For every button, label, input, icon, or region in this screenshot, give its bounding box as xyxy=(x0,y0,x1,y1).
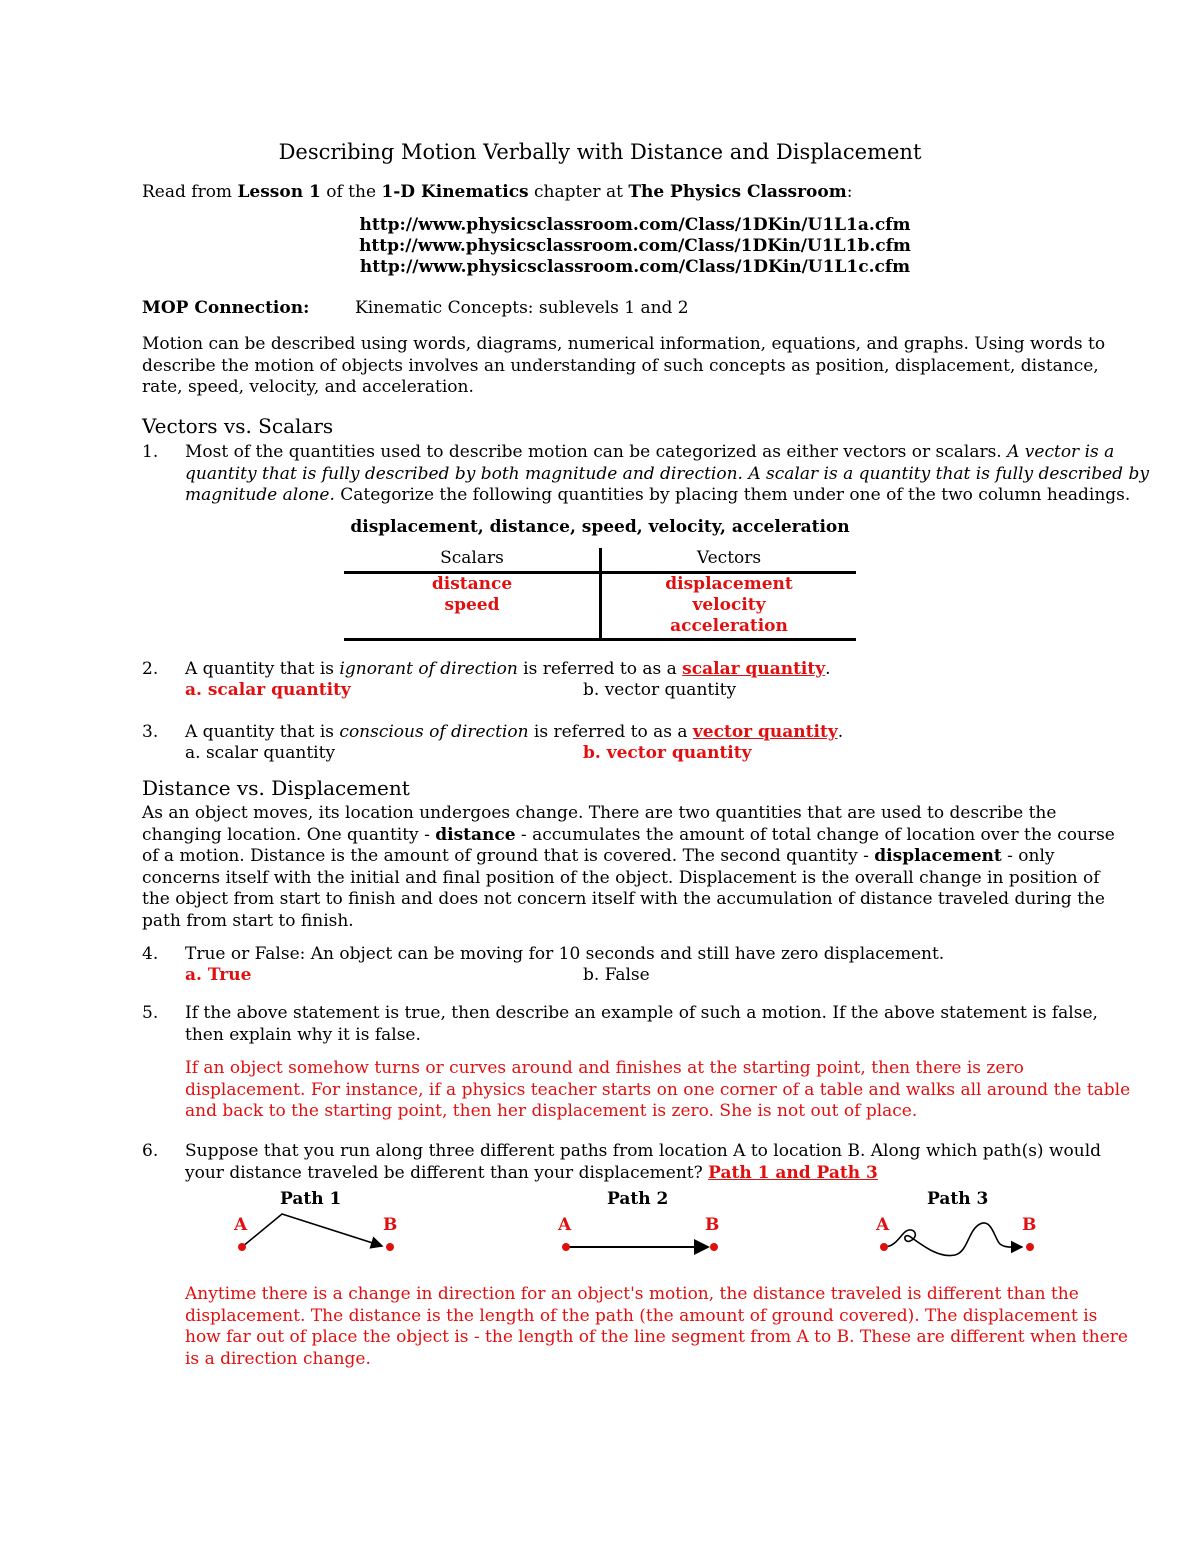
read-text: : xyxy=(846,182,853,202)
q1-text: Most of the quantities used to describe motion can be categorized as either vectors or scalars. xyxy=(185,442,1008,462)
para-line: path from start to finish. xyxy=(142,910,354,931)
url-link[interactable]: http://www.physicsclassroom.com/Class/1DKin/U1L1a.cfm xyxy=(359,215,911,235)
q4-option-b: b. False xyxy=(583,965,650,985)
q3-text: . xyxy=(837,722,844,742)
question-number: 5. xyxy=(142,1003,159,1023)
table-header-scalars: Scalars xyxy=(440,548,504,568)
q3-text: A quantity that is xyxy=(185,722,340,742)
path-2-start-label: A xyxy=(558,1215,572,1235)
url-link[interactable]: http://www.physicsclassroom.com/Class/1DKin/U1L1c.cfm xyxy=(359,257,911,277)
q1-definition: magnitude alone. xyxy=(185,485,335,505)
question-5 xyxy=(185,1003,1098,1046)
q1-definition: A vector is a xyxy=(1007,442,1115,462)
para-text: - accumulates the amount of total change of location over the course xyxy=(515,824,1115,845)
path-3-diagram xyxy=(880,1223,1034,1256)
q6-explanation-line: how far out of place the object is - the length of the line segment from A to B. These are different when there xyxy=(185,1327,1128,1347)
para-line: the object from start to finish and does not concern itself with the accumulation of distance traveled during the xyxy=(142,889,1105,909)
q2-emphasis: ignorant of direction xyxy=(339,659,518,679)
question-number: 4. xyxy=(142,944,159,964)
read-text: chapter at xyxy=(528,182,629,202)
path-3-end-label: B xyxy=(1022,1215,1037,1235)
para-term: displacement xyxy=(874,846,1002,866)
path-2-end-dot xyxy=(710,1243,718,1251)
path-3-label: Path 3 xyxy=(927,1189,989,1209)
q5-answer-line: displacement. For instance, if a physics teacher starts on one corner of a table and walks all around the table xyxy=(185,1079,1131,1100)
q5-line: then explain why it is false. xyxy=(185,1024,421,1045)
read-text: Read from xyxy=(142,182,238,202)
quantity-list: displacement, distance, speed, velocity, acceleration xyxy=(350,517,850,537)
q3-answer: vector quantity xyxy=(692,722,838,742)
question-4: True or False: An object can be moving for 10 seconds and still have zero displacement. xyxy=(185,944,945,964)
section-heading: Vectors vs. Scalars xyxy=(142,414,334,438)
q6-explanation-line: is a direction change. xyxy=(185,1348,371,1369)
path-3-line xyxy=(884,1223,1022,1256)
q2-answer: scalar quantity xyxy=(682,659,826,679)
para-line: As an object moves, its location undergoes change. There are two quantities that are used to describe the xyxy=(142,803,1057,823)
q5-answer xyxy=(185,1058,1130,1123)
q6-line: Suppose that you run along three different paths from location A to location B. Along which path(s) would xyxy=(185,1141,1102,1161)
path-1-diagram xyxy=(238,1214,394,1251)
q5-answer-line: If an object somehow turns or curves around and finishes at the starting point, then there is zero xyxy=(185,1058,1024,1078)
para-term: distance xyxy=(435,824,516,845)
para-text: of a motion. Distance is the amount of ground that is covered. The second quantity - xyxy=(142,846,875,866)
question-6 xyxy=(185,1141,1101,1184)
q2-text: A quantity that is xyxy=(185,659,340,679)
vector-answer: displacement xyxy=(665,574,793,594)
path-2-label: Path 2 xyxy=(607,1189,669,1209)
q6-explanation xyxy=(185,1284,1128,1370)
table-vectors-cell xyxy=(602,574,856,637)
intro-line: Motion can be described using words, diagrams, numerical information, equations, and graphs. Using words to xyxy=(142,334,1106,354)
q2-option-b: b. vector quantity xyxy=(583,680,737,700)
question-2 xyxy=(185,659,831,679)
read-text: of the xyxy=(320,182,382,202)
path-3-start-dot xyxy=(880,1243,888,1251)
q3-option-b: b. vector quantity xyxy=(583,743,752,763)
q6-explanation-line: Anytime there is a change in direction for an object's motion, the distance traveled is different than the xyxy=(185,1284,1079,1304)
path-3-end-dot xyxy=(1026,1243,1034,1251)
path-1-start-label: A xyxy=(234,1215,248,1235)
q5-line: If the above statement is true, then describe an example of such a motion. If the above statement is false, xyxy=(185,1003,1098,1023)
path-1-start-dot xyxy=(238,1243,246,1251)
scalar-answer: distance xyxy=(431,574,513,594)
q3-option-a: a. scalar quantity xyxy=(185,743,336,763)
q3-emphasis: conscious of direction xyxy=(339,722,529,742)
table-bottom-rule xyxy=(344,638,856,641)
chapter-name: 1-D Kinematics xyxy=(381,182,529,202)
q4-option-a: a. True xyxy=(185,965,252,985)
mop-label: MOP Connection: xyxy=(142,298,310,318)
q6-answer: Path 1 and Path 3 xyxy=(708,1162,878,1183)
question-number: 6. xyxy=(142,1141,159,1161)
table-header-vectors: Vectors xyxy=(696,548,762,568)
distance-paragraph xyxy=(142,803,1115,932)
q3-text: is referred to as a xyxy=(528,722,693,742)
mop-value: Kinematic Concepts: sublevels 1 and 2 xyxy=(355,298,689,318)
para-line: concerns itself with the initial and final position of the object. Displacement is the overall change in position of xyxy=(142,867,1100,888)
q2-option-a: a. scalar quantity xyxy=(185,680,351,700)
q6-line: your distance traveled be different than your displacement? xyxy=(185,1162,709,1183)
path-diagrams xyxy=(0,1200,1200,1270)
q1-text: Categorize the following quantities by placing them under one of the two column headings. xyxy=(334,485,1131,505)
question-number: 1. xyxy=(142,442,159,462)
q1-definition: quantity that is fully described by both magnitude and direction. A scalar is a quantity that is fully described by xyxy=(185,463,1149,484)
page-title: Describing Motion Verbally with Distance and Displacement xyxy=(278,140,922,164)
q6-explanation-line: displacement. The distance is the length of the path (the amount of ground covered). The displacement is xyxy=(185,1305,1098,1326)
path-1-line xyxy=(242,1214,382,1247)
question-number: 3. xyxy=(142,722,159,742)
para-text: changing location. One quantity - xyxy=(142,824,436,845)
reading-instruction xyxy=(142,182,852,202)
intro-paragraph xyxy=(142,334,1105,399)
path-3-start-label: A xyxy=(876,1215,890,1235)
path-2-start-dot xyxy=(562,1243,570,1251)
q2-text: is referred to as a xyxy=(517,659,683,679)
q5-answer-line: and back to the starting point, then her displacement is zero. She is not out of place. xyxy=(185,1101,918,1121)
url-link[interactable]: http://www.physicsclassroom.com/Class/1DKin/U1L1b.cfm xyxy=(359,236,911,256)
path-1-end-dot xyxy=(386,1243,394,1251)
question-3 xyxy=(185,722,843,742)
path-2-diagram xyxy=(562,1243,718,1251)
q2-text: . xyxy=(825,659,831,679)
intro-line: describe the motion of objects involves an understanding of such concepts as position, displacement, distance, xyxy=(142,355,1099,376)
vector-answer: acceleration xyxy=(670,616,788,636)
table-scalars-cell xyxy=(344,574,600,616)
path-1-end-label: B xyxy=(383,1215,398,1235)
vector-answer: velocity xyxy=(692,595,766,615)
section-heading: Distance vs. Displacement xyxy=(142,776,410,800)
path-2-end-label: B xyxy=(705,1215,720,1235)
question-1 xyxy=(185,442,1149,507)
path-1-label: Path 1 xyxy=(280,1189,342,1209)
site-name: The Physics Classroom xyxy=(628,182,847,202)
lesson-name: Lesson 1 xyxy=(237,182,321,202)
para-text: - only xyxy=(1001,846,1055,866)
intro-line: rate, speed, velocity, and acceleration. xyxy=(142,377,474,397)
scalar-answer: speed xyxy=(444,595,500,615)
question-number: 2. xyxy=(142,659,159,679)
